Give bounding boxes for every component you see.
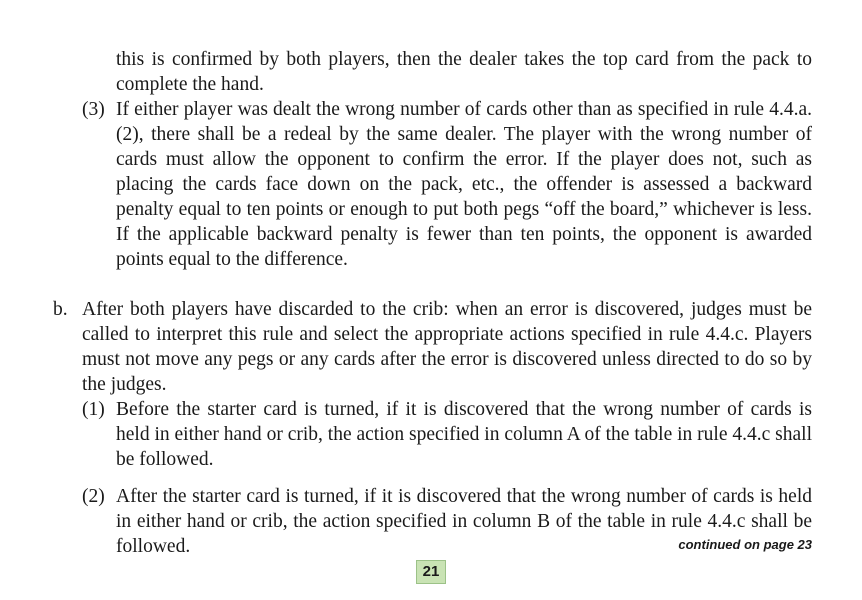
item-3-text: If either player was dealt the wrong number of cards other than as specified in rule 4.4.a.(2), there shall be a redeal by the same dealer. The player with the wrong number of cards must allow the opponent to confirm the error. If the player does not, such as placing the cards face down on the pack, etc., the offender is assessed a backward penalty equal to ten points or enough to put both pegs “off the board,” whichever is less. If the applicable backward penalty is fewer than ten points, the opponent is awarded points equal to the difference.	[116, 99, 812, 270]
item-b1-marker: (1)	[82, 399, 105, 420]
item-b2-text: After the starter card is turned, if it is discovered that the wrong number of cards is held in either hand or crib, the action specified in column B of the table in rule 4.4.c shall be followed.	[116, 486, 812, 557]
item-b2-marker: (2)	[82, 486, 105, 507]
continuation-paragraph: this is confirmed by both players, then the dealer takes the top card from the pack to complete the hand.	[116, 49, 812, 95]
page-number-badge: 21	[416, 560, 446, 584]
item-b-marker: b.	[53, 299, 68, 320]
continued-note: continued on page 23	[678, 537, 812, 552]
item-3-marker: (3)	[82, 99, 105, 120]
item-b1-text: Before the starter card is turned, if it is discovered that the wrong number of cards is held in either hand or crib, the action specified in column A of the table in rule 4.4.c shall be followed.	[116, 399, 812, 470]
item-b-text: After both players have discarded to the crib: when an error is discovered, judges must be called to interpret this rule and select the appropriate actions specified in rule 4.4.c. Players must not move any pegs or any cards after the error is discovered unless directed to do so by the judges.	[82, 299, 812, 395]
